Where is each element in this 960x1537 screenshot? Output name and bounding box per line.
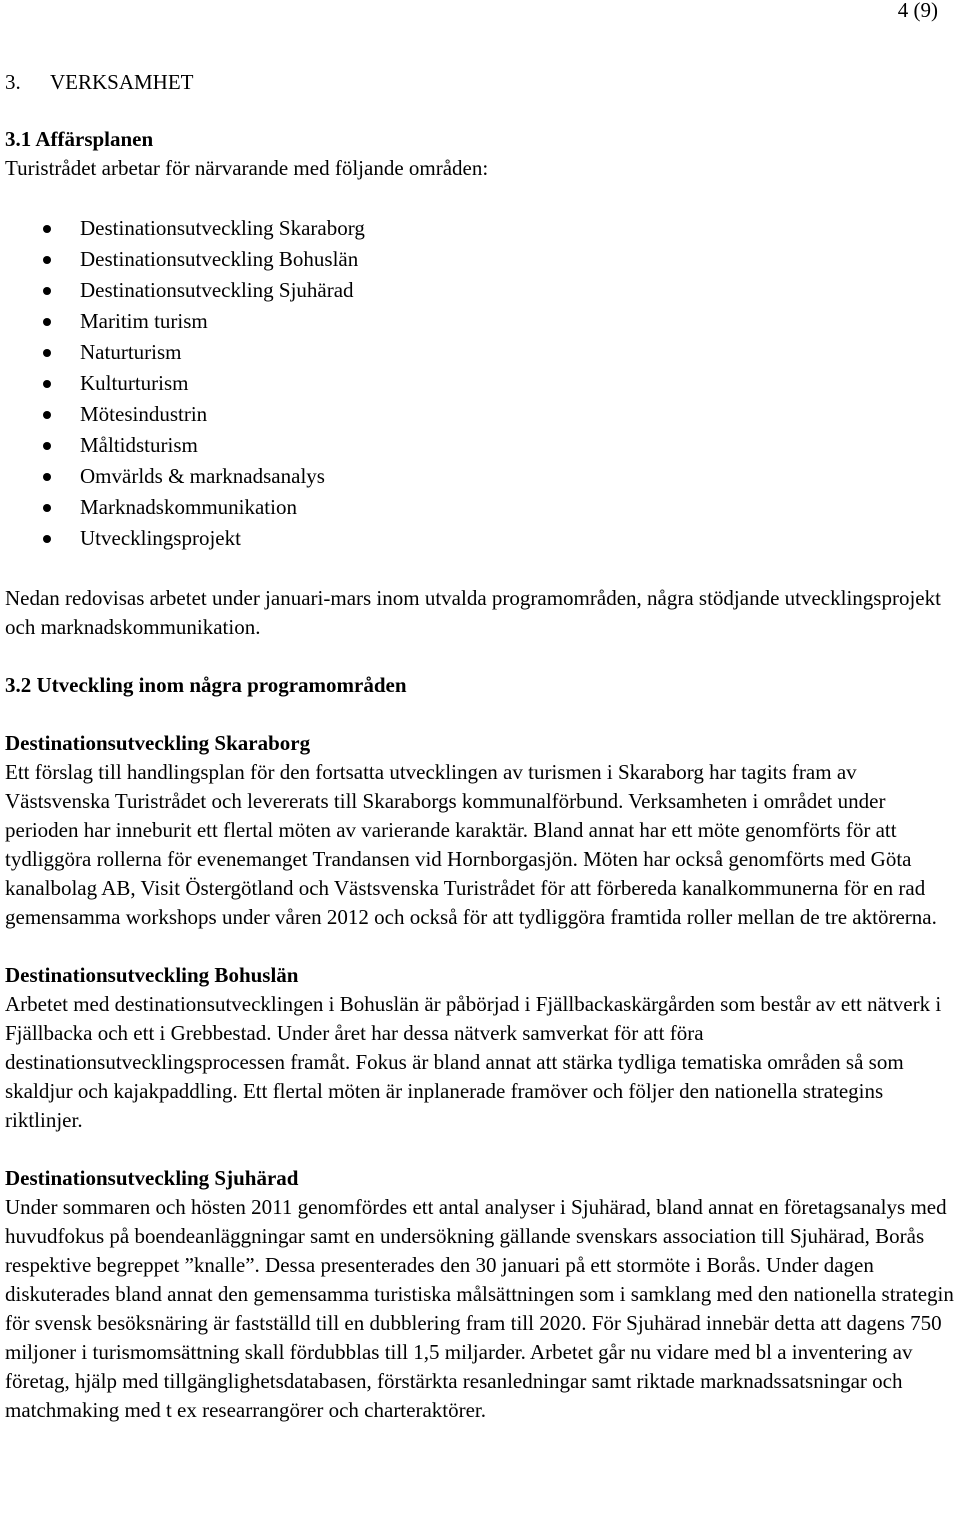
chapter-title: VERKSAMHET	[50, 70, 194, 94]
chapter-heading	[5, 68, 955, 97]
list-item: Kulturturism	[5, 368, 955, 399]
list-item: Mötesindustrin	[5, 399, 955, 430]
list-item: Destinationsutveckling Skaraborg	[5, 213, 955, 244]
bullet-icon	[43, 411, 51, 419]
subheading-skaraborg: Destinationsutveckling Skaraborg	[5, 731, 311, 755]
bullet-icon	[43, 225, 51, 233]
list-item: Omvärlds & marknadsanalys	[5, 461, 955, 492]
bullet-icon	[43, 380, 51, 388]
areas-list	[5, 213, 955, 554]
paragraph-skaraborg: Ett förslag till handlingsplan för den fortsatta utvecklingen av turismen i Skaraborg har tagits fram av Västsvenska Turistrådet och levererats till Skaraborgs kommunalförbund. Verksamheten i området under perioden har inneburit ett flertal möten av varierande karaktär. Bland annat har ett möte genomförts för att tydliggöra rollerna för evenemanget Trandansen vid Hornborgasjön. Möten har också genomförts med Göta kanalbolag AB, Visit Östergötland och Västsvenska Turistrådet för att förbereda kanalkommunerna för en rad gemensamma workshops under våren 2012 och också för att tydliggöra framtida roller mellan de tre aktörerna.	[5, 760, 937, 929]
page-number: 4 (9)	[897, 0, 938, 22]
paragraph-sjuharad: Under sommaren och hösten 2011 genomfördes ett antal analyser i Sjuhärad, bland annat en företagsanalys med huvudfokus på boendeanläggningar samt en undersökning gällande svenskars association till Sjuhärad, Borås respektive begreppet ”knalle”. Dessa presenterades den 30 januari på ett stormöte i Borås. Under dagen diskuterades bland annat den gemensamma turistiska målsättningen som i samklang med den nationella strategin för svensk besöksnäring är fastställd till en dubblering fram till 2020. För Sjuhärad innebär detta att dagens 750 miljoner i turismomsättning skall fördubblas till 1,5 miljarder. Arbetet går nu vidare med bl a inventering av företag, hjälp med tillgänglighetsdatabasen, förstärkta resanledningar samt riktade marknadssatsningar och matchmaking med t ex researrangörer och charteraktörer.	[5, 1195, 954, 1422]
list-item: Maritim turism	[5, 306, 955, 337]
document-body	[5, 68, 955, 1425]
subheading-bohuslan: Destinationsutveckling Bohuslän	[5, 963, 299, 987]
bullet-icon	[43, 349, 51, 357]
chapter-number: 3.	[5, 70, 21, 94]
bullet-icon	[43, 535, 51, 543]
list-item: Utvecklingsprojekt	[5, 523, 955, 554]
section-summary: Nedan redovisas arbetet under januari-mars inom utvalda programområden, några stödjande utvecklingsprojekt och marknadskommunikation.	[5, 586, 941, 639]
bullet-icon	[43, 442, 51, 450]
section-intro: Turistrådet arbetar för närvarande med följande områden:	[5, 156, 489, 180]
list-item: Naturturism	[5, 337, 955, 368]
section-heading-3-1: 3.1 Affärsplanen	[5, 127, 154, 151]
list-item: Måltidsturism	[5, 430, 955, 461]
bullet-icon	[43, 287, 51, 295]
bullet-icon	[43, 473, 51, 481]
subheading-sjuharad: Destinationsutveckling Sjuhärad	[5, 1166, 299, 1190]
list-item: Destinationsutveckling Sjuhärad	[5, 275, 955, 306]
paragraph-bohuslan: Arbetet med destinationsutvecklingen i Bohuslän är påbörjad i Fjällbackaskärgården som består av ett nätverk i Fjällbacka och ett i Grebbestad. Under året har dessa nätverk samverkat för att föra destinationsutvecklingsprocessen framåt. Fokus är bland annat att stärka tydliga tematiska områden så som skaldjur och kajakpaddling. Ett flertal möten är inplanerade framöver och följer den nationella strategins riktlinjer.	[5, 992, 942, 1132]
bullet-icon	[43, 504, 51, 512]
section-heading-3-2: 3.2 Utveckling inom några programområden	[5, 673, 407, 697]
list-item: Destinationsutveckling Bohuslän	[5, 244, 955, 275]
bullet-icon	[43, 318, 51, 326]
list-item: Marknadskommunikation	[5, 492, 955, 523]
bullet-icon	[43, 256, 51, 264]
